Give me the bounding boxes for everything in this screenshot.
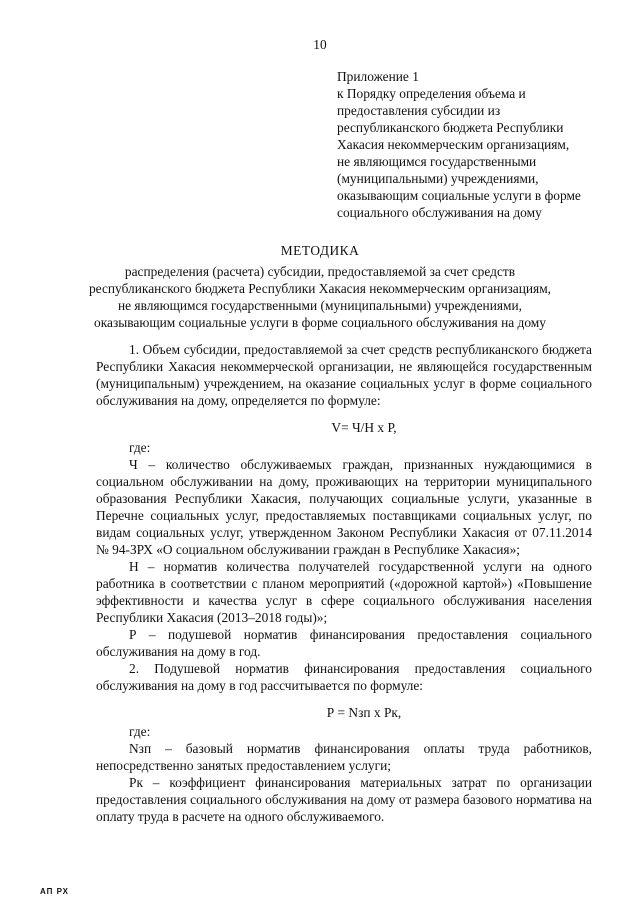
appendix-line: не являющимся государственными	[337, 154, 537, 169]
appendix-line: социального обслуживания на дому	[337, 205, 542, 220]
document-body	[96, 341, 592, 825]
appendix-line: оказывающим социальные услуги в форме	[337, 188, 581, 203]
formula-per-capita: Р = Nзп х Рк,	[326, 705, 402, 720]
appendix-line: к Порядку определения объема и	[337, 86, 526, 101]
where-label: где:	[129, 440, 151, 455]
definition-p: Р – подушевой норматив финансирования предоставления социального обслуживания на дому в год.	[96, 627, 592, 659]
appendix-line: Хакасия некоммерческим организациям,	[337, 137, 570, 152]
definition-ch: Ч – количество обслуживаемых граждан, признанных нуждающимися в социальном обслуживании на дому, проживающих на территории муниципального образования Республики Хакасия, получающих социальные услуги, указанные в Перечне социальных услуг, предоставляемых поставщиками социальных услуг, по видам социальных услуг, утвержденном Законом Республики Хакасия от 07.11.2014 № 94-ЗРХ «О социальном обслуживании граждан в Республике Хакасия»;	[96, 457, 592, 557]
definition-nzp: Nзп – базовый норматив финансирования оплаты труда работников, непосредственно занятых предоставлением услуги;	[96, 741, 592, 773]
appendix-line: (муниципальными) учреждениями,	[337, 171, 539, 186]
appendix-line: Приложение 1	[337, 69, 419, 84]
page-number: 10	[313, 37, 327, 52]
appendix-header	[337, 68, 597, 221]
appendix-line: республиканского бюджета Республики	[337, 120, 564, 135]
subtitle-line: не являющимся государственными (муниципальными) учреждениями,	[117, 298, 523, 313]
subtitle-line: распределения (расчета) субсидии, предоставляемой за счет средств	[124, 264, 516, 279]
formula-volume: V= Ч/Н х Р,	[331, 420, 397, 435]
appendix-line: предоставления субсидии из	[337, 103, 501, 118]
definition-pk: Рк – коэффициент финансирования материальных затрат по организации предоставления социального обслуживания на дому от размера базового норматива на оплату труда в расчете на одного обслуживаемого.	[96, 775, 592, 824]
subtitle-line: республиканского бюджета Республики Хакасия некоммерческим организациям,	[88, 281, 552, 296]
stamp-mark: АП РХ	[40, 887, 70, 896]
where-label: где:	[129, 724, 151, 739]
definition-n: Н – норматив количества получателей государственной услуги на одного работника в соответствии с планом мероприятий («дорожной картой») «Повышение эффективности и качества услуг в сфере социального обслуживания населения Республики Хакасия (2013–2018 годы)»;	[96, 559, 592, 625]
subtitle-line: оказывающим социальные услуги в форме социального обслуживания на дому	[94, 315, 546, 330]
paragraph-1: 1. Объем субсидии, предоставляемой за счет средств республиканского бюджета Республики Хакасия некоммерческой организации, не являющейся государственным (муниципальным) учреждением, на оказание социальных услуг в форме социального обслуживания на дому, определяется по формуле:	[96, 342, 592, 408]
document-subtitle	[0, 263, 640, 331]
paragraph-2: 2. Подушевой норматив финансирования предоставления социального обслуживания на дому в год рассчитывается по формуле:	[96, 661, 592, 693]
document-title: МЕТОДИКА	[280, 243, 360, 258]
